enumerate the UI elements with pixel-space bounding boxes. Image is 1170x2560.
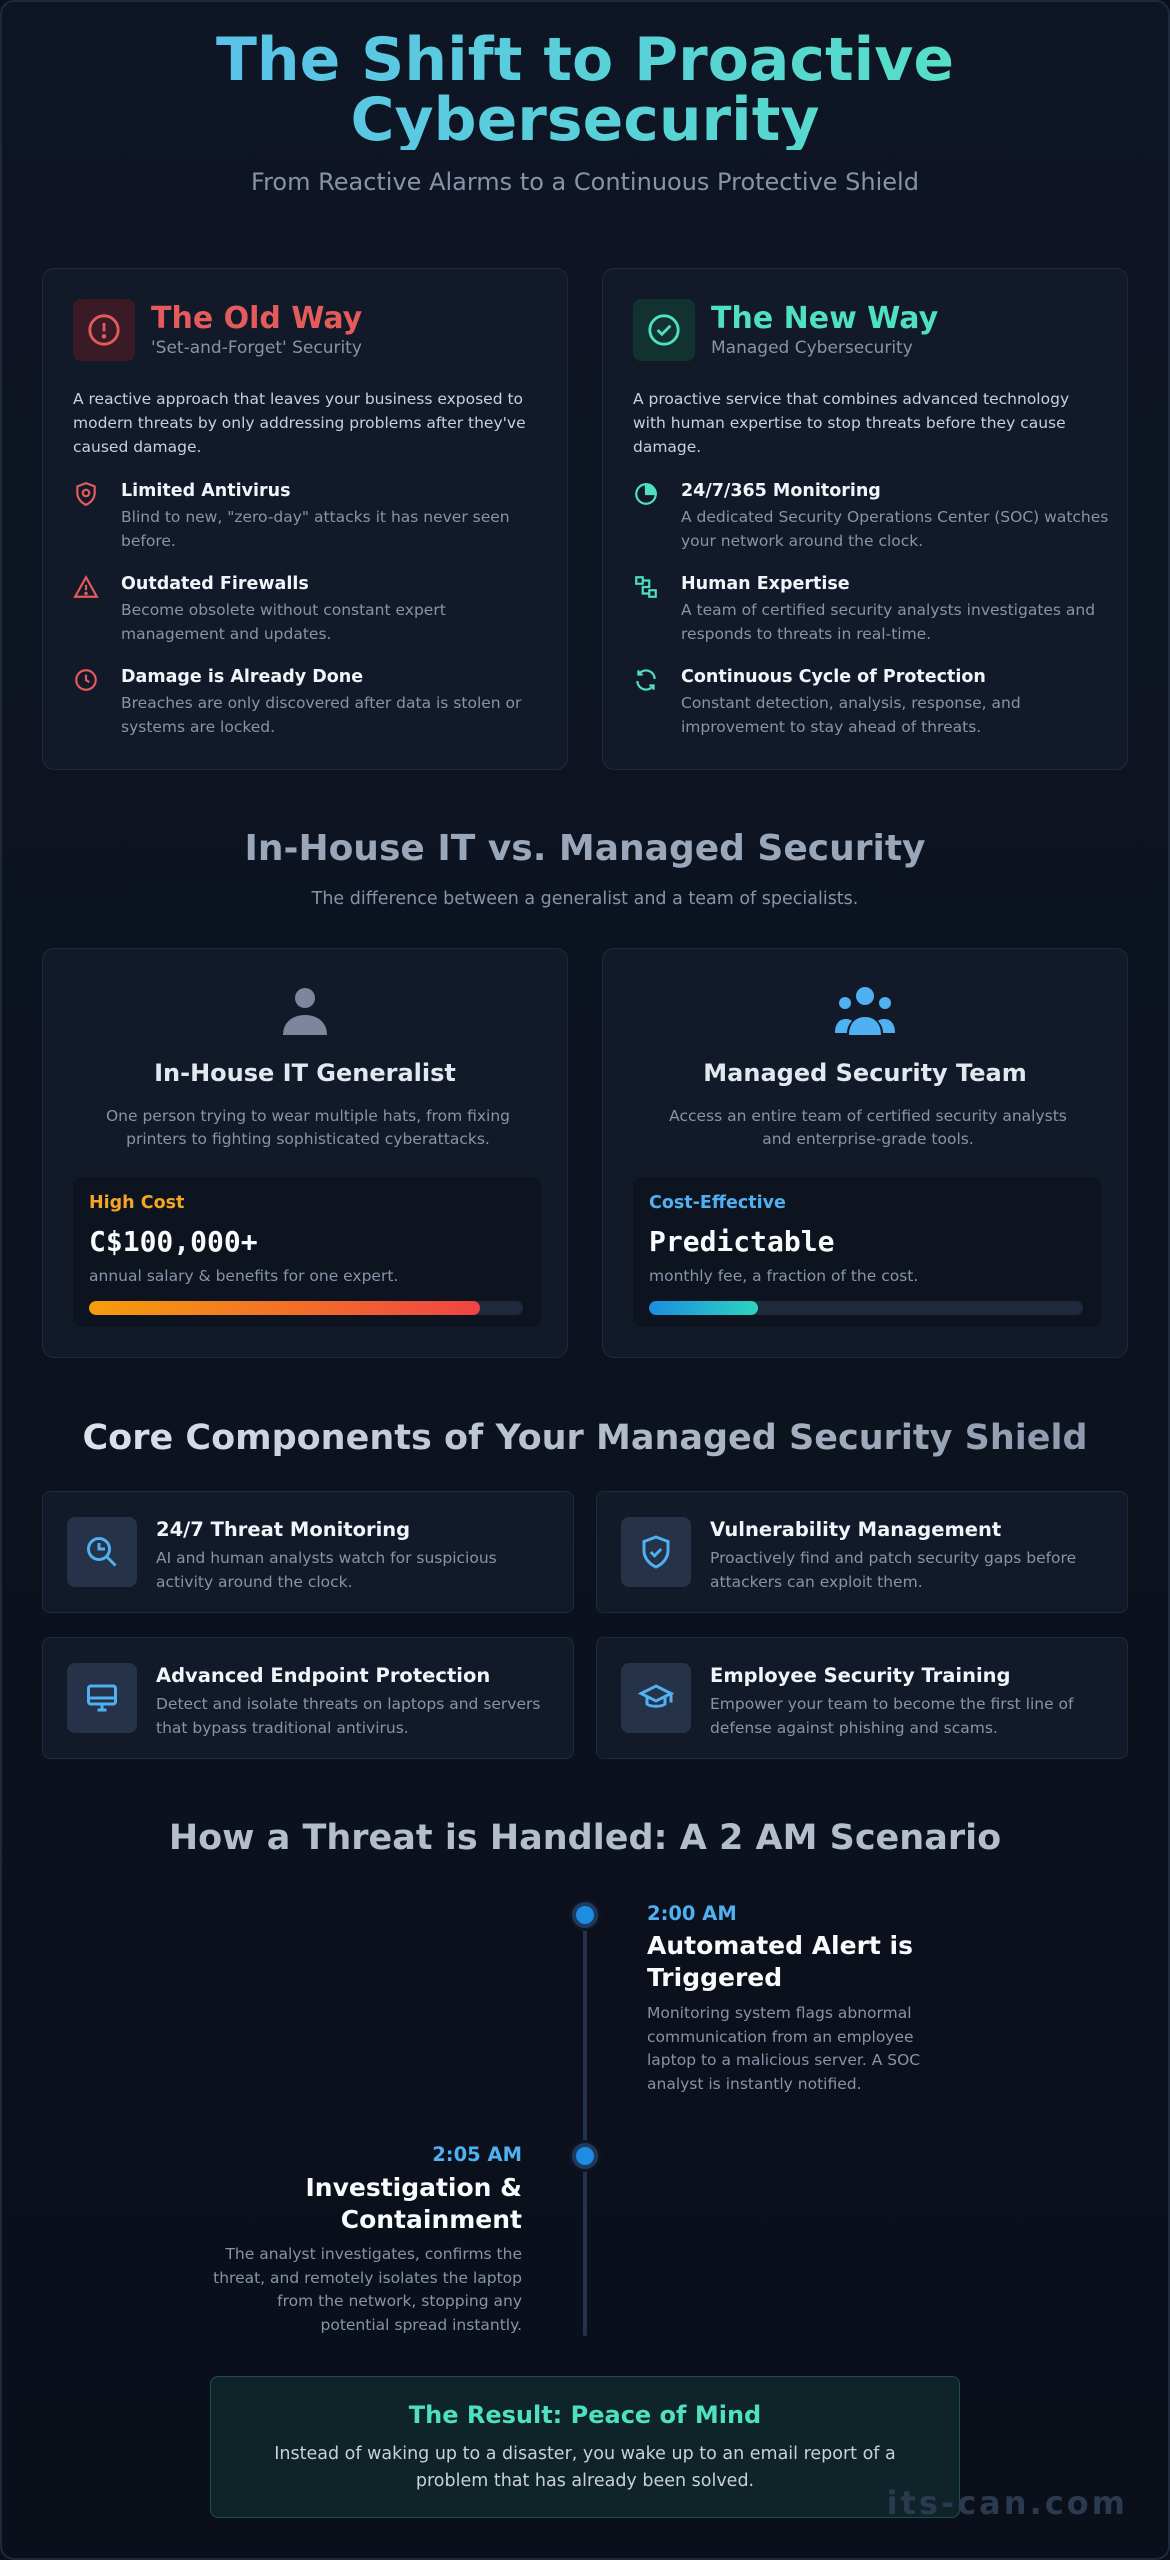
card-title: In-House IT Generalist [154,1059,456,1087]
feature-item [633,479,1113,553]
watermark: its-can.com [886,2484,1128,2522]
feature-desc: A dedicated Security Operations Center (SOC) watches your network around the clock. [681,508,1109,550]
cost-bar [649,1301,1083,1315]
component-card [42,1491,574,1613]
hero [0,25,1170,196]
cost-value: C$100,000+ [89,1225,258,1258]
component-desc: AI and human analysts watch for suspicious activity around the clock. [156,1549,497,1591]
component-title: Advanced Endpoint Protection [156,1664,491,1687]
feature-desc: Breaches are only discovered after data is stolen or systems are locked. [121,694,522,736]
card-desc: One person trying to wear multiple hats, from fixing printers to fighting sophisticated cyberattacks. [105,1107,510,1148]
cost-box [73,1177,541,1327]
check-circle-icon [633,299,695,361]
page-title: The Shift to Proactive Cybersecurity [175,30,995,150]
old-way-card [42,268,568,770]
timeline-title: How a Threat is Handled: A 2 AM Scenario [168,1818,1002,1858]
feature-title: Continuous Cycle of Protection [681,667,986,687]
component-title: Vulnerability Management [710,1518,1002,1541]
old-way-title: The Old Way [151,301,363,336]
core-title: Core Components of Your Managed Security Shield [0,1418,1170,1458]
new-way-subtitle: Managed Cybersecurity [711,338,913,358]
timeline-event-title: Automated Alert is Triggered [647,1931,914,1992]
warning-triangle-icon [73,574,103,604]
timeline-line [583,1918,587,2336]
component-title: 24/7 Threat Monitoring [156,1518,411,1541]
cost-bar-fill [649,1301,758,1315]
cost-bar-fill [89,1301,480,1315]
cost-box [633,1177,1101,1327]
new-way-description: A proactive service that combines advanced technology with human expertise to stop threats before they cause damage. [633,390,1070,456]
cost-label: Cost-Effective [649,1193,786,1213]
clock-pie-icon [633,481,663,511]
feature-item [73,665,553,739]
feature-item [73,572,553,646]
component-desc: Detect and isolate threats on laptops and servers that bypass traditional antivirus. [156,1695,541,1737]
cost-bar [89,1301,523,1315]
new-way-card [602,268,1128,770]
feature-item [633,665,1113,739]
feature-title: 24/7/365 Monitoring [681,481,881,501]
component-card [596,1491,1128,1613]
in-house-card [42,948,568,1358]
cost-note: annual salary & benefits for one expert. [89,1267,399,1285]
feature-item [73,479,553,553]
component-title: Employee Security Training [710,1664,1011,1687]
feature-desc: Become obsolete without constant expert management and updates. [121,601,446,643]
clock-icon [73,667,103,697]
shield-virus-icon [73,481,103,511]
network-icon [633,574,663,604]
feature-desc: A team of certified security analysts investigates and responds to threats in real-time. [681,601,1096,643]
timeline-event-desc: Monitoring system flags abnormal communication from an employee laptop to a malicious server. A SOC analyst is instantly notified. [647,2004,921,2093]
cost-note: monthly fee, a fraction of the cost. [649,1267,919,1285]
timeline-event-title: Investigation & Containment [305,2173,522,2234]
page-subtitle: From Reactive Alarms to a Continuous Protective Shield [251,168,919,196]
user-icon [43,985,567,1037]
graduation-cap-icon [621,1663,691,1733]
feature-desc: Constant detection, analysis, response, and improvement to stay ahead of threats. [681,694,1021,736]
old-way-description: A reactive approach that leaves your business exposed to modern threats by only addressing problems after they've caused damage. [73,390,526,456]
timeline-time: 2:05 AM [432,2143,522,2166]
card-title: Managed Security Team [703,1059,1027,1087]
cost-value: Predictable [649,1225,835,1258]
compare-title: In-House IT vs. Managed Security [244,828,926,869]
feature-title: Outdated Firewalls [121,574,309,594]
component-card [42,1637,574,1759]
timeline-dot [572,2143,598,2169]
timeline-dot [572,1902,598,1928]
card-desc: Access an entire team of certified security analysts and enterprise-grade tools. [669,1107,1067,1148]
feature-title: Damage is Already Done [121,667,364,687]
cost-label: High Cost [89,1193,185,1213]
feature-title: Limited Antivirus [121,481,291,501]
laptop-icon [67,1663,137,1733]
timeline-time: 2:00 AM [647,1902,737,1925]
component-desc: Proactively find and patch security gaps before attackers can exploit them. [710,1549,1077,1591]
result-title: The Result: Peace of Mind [408,2401,762,2429]
feature-desc: Blind to new, "zero-day" attacks it has never seen before. [121,508,510,550]
old-way-subtitle: 'Set-and-Forget' Security [151,338,362,358]
result-desc: Instead of waking up to a disaster, you wake up to an email report of a problem that has already been solved. [274,2444,896,2491]
compare-subtitle: The difference between a generalist and a team of specialists. [311,889,859,909]
timeline-event-desc: The analyst investigates, confirms the threat, and remotely isolates the laptop from the network, stopping any potential spread instantly. [213,2245,522,2334]
managed-card [602,948,1128,1358]
users-icon [603,985,1127,1037]
new-way-title: The New Way [711,301,939,336]
refresh-icon [633,667,663,697]
result-box [210,2376,960,2518]
search-chart-icon [67,1517,137,1587]
component-card [596,1637,1128,1759]
feature-item [633,572,1113,646]
shield-check-icon [621,1517,691,1587]
alert-circle-icon [73,299,135,361]
component-desc: Empower your team to become the first line of defense against phishing and scams. [710,1695,1074,1737]
feature-title: Human Expertise [681,574,850,594]
